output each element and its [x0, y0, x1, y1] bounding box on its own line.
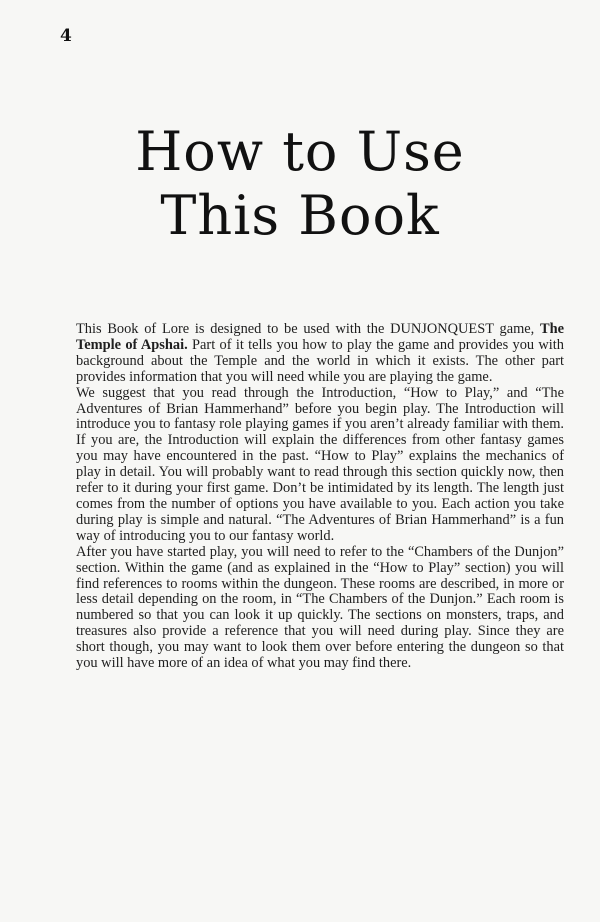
page-title — [0, 120, 600, 248]
title-line-1: How to Use — [135, 120, 465, 183]
paragraph-1-intro: This Book of Lore is designed to be used with the DUNJONQUEST game, — [76, 321, 540, 337]
paragraph-2: We suggest that you read through the Introduction, “How to Play,” and “The Adventures of Brian Hammerhand” before you begin play. The Introduction will introduce you to fantasy role playing games if you aren’t already familiar with them. If you are, the Introduction will explain the differences from other fantasy games you may have encountered in the past. “How to Play” explains the mechanics of play in detail. You will probably want to read through this section quickly now, then refer to it during your first game. Don’t be intimidated by its length. The length just comes from the number of options you have available to you. Each action you take during play is simple and natural. “The Adventures of Brian Hammerhand” is a fun way of introducing you to our fantasy world. — [76, 384, 564, 544]
paragraph-1 — [76, 322, 564, 386]
title-line-2: This Book — [160, 184, 440, 247]
paragraph-3: After you have started play, you will need to refer to the “Chambers of the Dunjon” section. Within the game (and as explained in the “How to Play” section) you will find references to rooms within the dungeon. These rooms are described, in more or less detail depending on the room, in “The Chambers of the Dunjon.” Each room is numbered so that you can look it up quickly. The sections on monsters, traps, and treasures also provide a reference that you will need during play. Since they are short though, you may want to look them over before entering the dungeon so that you will have more of an idea of what you may find there. — [76, 543, 564, 672]
paragraph-1-rest: Part of it tells you how to play the game and provides you with background about the Temple and the world in which it exists. The other part provides information that you will need while you are playing the game. — [76, 336, 564, 385]
body-text — [76, 322, 564, 672]
game-title: The Temple of Apshai. — [76, 321, 564, 353]
page-number: 4 — [60, 26, 72, 46]
